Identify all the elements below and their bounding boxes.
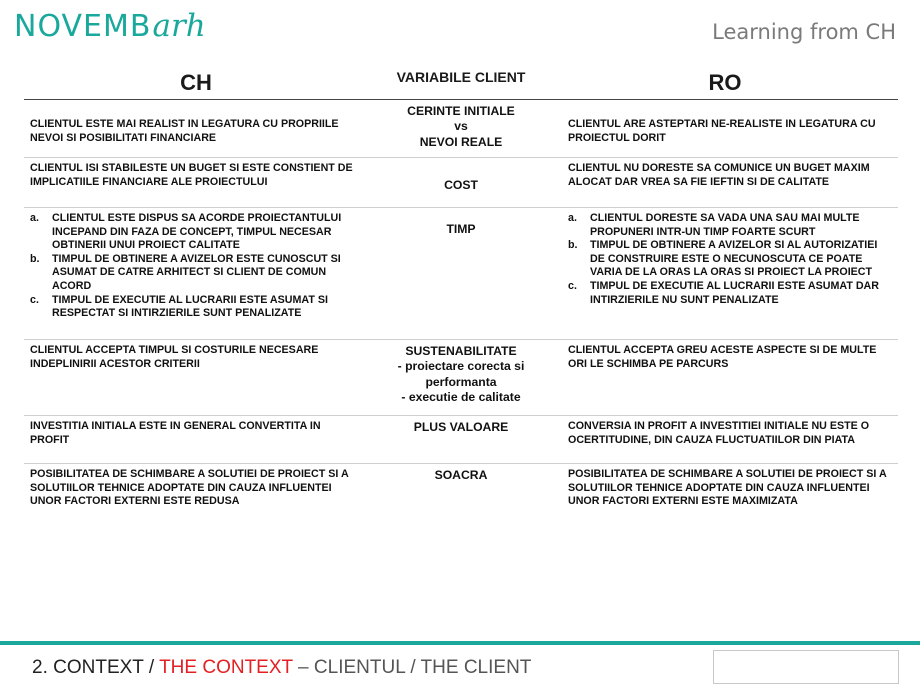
table-row <box>24 208 898 340</box>
header-right-title: Learning from CH <box>712 20 896 44</box>
variable-cell <box>362 464 560 524</box>
list-marker: c. <box>568 279 577 292</box>
ch-cell: POSIBILITATEA DE SCHIMBARE A SOLUTIEI DE PROIECT SI A SOLUTIILOR TEHNICE ADOPTATE DIN CAUZA INFLUENTEI UNOR FACTORI EXTERNI ESTE REDUSA <box>30 468 349 508</box>
list-item <box>30 294 356 321</box>
table-row <box>24 464 898 524</box>
variable-line: SUSTENABILITATE <box>405 344 517 358</box>
table-row <box>24 340 898 416</box>
column-header-variable: VARIABILE CLIENT <box>396 69 526 85</box>
table-row <box>24 416 898 464</box>
logo-tail-text: arh <box>152 8 206 44</box>
list-item-text: CLIENTUL DORESTE SA VADA UNA SAU MAI MULTE PROPUNERI INTR-UN TIMP FOARTE SCURT <box>590 212 860 238</box>
novembarh-logo <box>14 8 206 44</box>
list-item-text: TIMPUL DE EXECUTIE AL LUCRARII ESTE ASUMAT DAR INTIRZIERILE NU SUNT PENALIZATE <box>590 279 879 306</box>
ch-cell: CLIENTUL ACCEPTA TIMPUL SI COSTURILE NECESARE INDEPLINIRII ACESTOR CRITERII <box>30 344 319 370</box>
footer-box <box>713 650 899 684</box>
ch-cell: CLIENTUL ISI STABILESTE UN BUGET SI ESTE CONSTIENT DE IMPLICATIILE FINANCIARE ALE PROIECTULUI <box>30 162 353 188</box>
ro-list <box>568 212 894 307</box>
variable-line: PLUS VALOARE <box>413 420 509 434</box>
variable-cell <box>362 340 560 415</box>
table-row <box>24 100 898 158</box>
list-item-text: TIMPUL DE OBTINERE A AVIZELOR SI AL AUTORIZATIEI DE CONSTRUIRE ESTE O NECUNOSCUTA CE POATE VARIA DE LA ORAS LA ORAS SI PROIECT LA PROIECT <box>590 239 878 279</box>
ro-cell: CLIENTUL ARE ASTEPTARI NE-REALISTE IN LEGATURA CU PROIECTUL DORIT <box>568 118 876 144</box>
variable-cell <box>362 158 560 207</box>
table-row <box>24 158 898 208</box>
list-item-text: CLIENTUL ESTE DISPUS SA ACORDE PROIECTANTULUI INCEPAND DIN FAZA DE CONCEPT, TIMPUL NECESAR OBTINERII UNUI PROIECT CALITATE <box>52 212 342 252</box>
list-marker: c. <box>30 293 39 306</box>
list-marker: b. <box>568 239 578 252</box>
ch-cell: CLIENTUL ESTE MAI REALIST IN LEGATURA CU PROPRIILE NEVOI SI POSIBILITATI FINANCIARE <box>30 118 339 144</box>
footer-part-highlight: THE CONTEXT <box>159 657 293 678</box>
list-marker: b. <box>30 252 40 265</box>
footer-part: – CLIENTUL / THE CLIENT <box>292 657 532 678</box>
logo-main-text: NOVEMB <box>14 9 152 44</box>
variable-line: SOACRA <box>434 468 488 482</box>
variable-line: CERINTE INITIALE <box>407 104 515 118</box>
list-marker: a. <box>30 212 39 224</box>
variable-line: COST <box>444 178 478 192</box>
list-item <box>30 253 356 294</box>
list-item <box>30 212 356 253</box>
variable-cell <box>362 208 560 339</box>
list-marker: a. <box>568 212 577 224</box>
ro-cell: CLIENTUL ACCEPTA GREU ACESTE ASPECTE SI DE MULTE ORI LE SCHIMBA PE PARCURS <box>568 344 877 370</box>
variable-cell <box>362 100 560 157</box>
variable-line: - executie de calitate <box>401 390 521 405</box>
ro-cell: CLIENTUL NU DORESTE SA COMUNICE UN BUGET MAXIM ALOCAT DAR VREA SA FIE IEFTIN SI DE CALITATE <box>568 162 870 188</box>
variable-line: vs <box>454 119 468 134</box>
ch-cell <box>24 208 362 339</box>
ch-cell: INVESTITIA INITIALA ESTE IN GENERAL CONVERTITA IN PROFIT <box>30 420 321 446</box>
column-header-ro: RO <box>708 70 742 95</box>
footer-part: 2. CONTEXT / <box>32 657 160 678</box>
variable-line: - proiectare corecta si performanta <box>397 359 525 389</box>
footer-divider <box>0 641 920 645</box>
list-item <box>568 280 894 307</box>
ro-cell <box>560 208 898 339</box>
footer-title <box>32 657 531 679</box>
list-item-text: TIMPUL DE OBTINERE A AVIZELOR ESTE CUNOSCUT SI ASUMAT DE CATRE ARHITECT SI CLIENT DE COMUN ACORD <box>52 252 341 292</box>
list-item <box>568 212 894 239</box>
ch-list <box>30 212 356 321</box>
variable-line: NEVOI REALE <box>419 134 503 149</box>
variable-cell <box>362 416 560 463</box>
column-header-ch: CH <box>180 70 212 95</box>
list-item <box>568 239 894 280</box>
variable-line: TIMP <box>446 222 476 236</box>
ro-cell: CONVERSIA IN PROFIT A INVESTITIEI INITIALE NU ESTE O OCERTITUDINE, DIN CAUZA FLUCTUATIILOR DIN PIATA <box>568 420 870 446</box>
list-item-text: TIMPUL DE EXECUTIE AL LUCRARII ESTE ASUMAT SI RESPECTAT SI INTIRZIERILE SUNT PENALIZATE <box>52 293 328 320</box>
comparison-table <box>24 100 898 524</box>
ro-cell: POSIBILITATEA DE SCHIMBARE A SOLUTIEI DE PROIECT SI A SOLUTIILOR TEHNICE ADOPTATE DIN CAUZA INFLUENTEI UNOR FACTORI EXTERNI ESTE MAXIMIZATA <box>568 468 887 508</box>
